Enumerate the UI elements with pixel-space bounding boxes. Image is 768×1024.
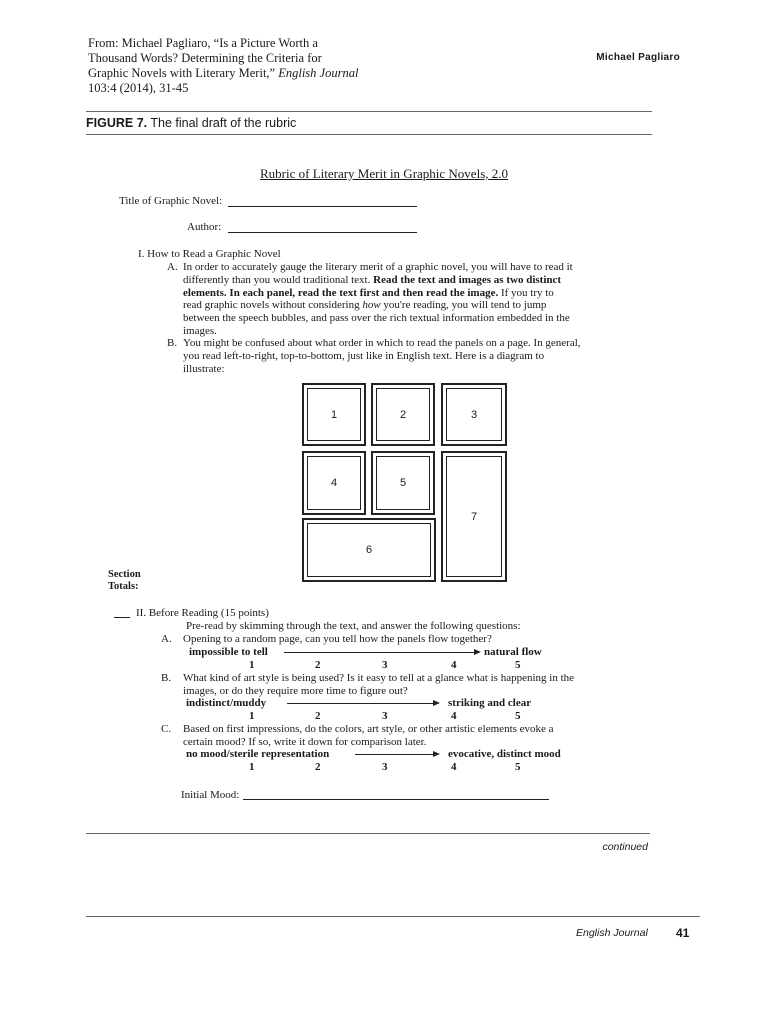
- q-a-scale-5[interactable]: 5: [515, 659, 521, 671]
- item-a-label: A.: [167, 261, 178, 273]
- q-b-scale-5[interactable]: 5: [515, 710, 521, 722]
- q-b-label: B.: [161, 672, 172, 684]
- q-a-text: Opening to a random page, can you tell how the panels flow together?: [183, 633, 492, 645]
- q-c-text: Based on first impressions, do the colors, art style, or other artistic elements evoke a certain mood? If so, write it down for comparison later.: [183, 723, 554, 748]
- figure-caption-text: The final draft of the rubric: [150, 116, 297, 130]
- panel-3: 3: [441, 383, 507, 446]
- title-field-line[interactable]: [228, 206, 417, 207]
- q-b-scale-1[interactable]: 1: [249, 710, 255, 722]
- page-number: 41: [676, 926, 690, 940]
- panel-2: 2: [371, 383, 435, 446]
- q-a-label: A.: [161, 633, 172, 645]
- source-line-1: From: Michael Pagliaro, “Is a Picture Worth a: [88, 36, 318, 50]
- q-c-scale-4[interactable]: 4: [451, 761, 457, 773]
- caption-rule: [86, 134, 652, 135]
- q-c-scale-3[interactable]: 3: [382, 761, 388, 773]
- q-a-scale-1[interactable]: 1: [249, 659, 255, 671]
- q-b-scale-3[interactable]: 3: [382, 710, 388, 722]
- q-b-arrow-head: [433, 700, 440, 706]
- q-b-high-label: striking and clear: [448, 697, 532, 709]
- running-head-author: Michael Pagliaro: [596, 52, 680, 63]
- q-a-scale-2[interactable]: 2: [315, 659, 321, 671]
- section-1-heading: I. How to Read a Graphic Novel: [138, 248, 281, 260]
- source-citation: [88, 36, 408, 96]
- panel-5: 5: [371, 451, 435, 515]
- panel-diagram: [302, 383, 508, 583]
- q-c-low-label: no mood/sterile representation: [186, 748, 330, 760]
- author-field-label: Author:: [187, 221, 222, 233]
- section-2-intro: Pre-read by skimming through the text, and answer the following questions:: [186, 620, 521, 632]
- footer-journal: English Journal: [576, 927, 648, 939]
- q-a-high-label: natural flow: [484, 646, 542, 658]
- q-b-scale-2[interactable]: 2: [315, 710, 321, 722]
- panel-1: 1: [302, 383, 366, 446]
- author-field-line[interactable]: [228, 232, 417, 233]
- footer-rule: [86, 916, 700, 917]
- section-2-heading: II. Before Reading (15 points): [136, 607, 269, 619]
- q-c-scale-1[interactable]: 1: [249, 761, 255, 773]
- q-b-scale-4[interactable]: 4: [451, 710, 457, 722]
- item-b-label: B.: [167, 337, 178, 349]
- top-rule: [86, 111, 652, 112]
- section-2-score-blank[interactable]: [114, 617, 130, 618]
- panel-6: 6: [302, 518, 436, 582]
- section-totals-label: Section Totals:: [108, 569, 141, 592]
- source-line-4: 103:4 (2014), 31-45: [88, 81, 189, 95]
- panel-4: 4: [302, 451, 366, 515]
- q-c-high-label: evocative, distinct mood: [448, 748, 561, 760]
- figure-caption: [86, 116, 296, 130]
- source-line-3: Graphic Novels with Literary Merit,” English Journal: [88, 66, 359, 80]
- source-line-2: Thousand Words? Determining the Criteria for: [88, 51, 322, 65]
- rubric-title: Rubric of Literary Merit in Graphic Novels, 2.0: [259, 166, 508, 181]
- q-c-label: C.: [161, 723, 172, 735]
- item-a-text: In order to accurately gauge the literary merit of a graphic novel, you will have to read it differently than you would traditional text. Read the text and images as two distinct elements. In each panel, read the text first and then read the image. If you try to read graphic novels without considering how you're reading, you will tend to jump between the speech bubbles, and pass over the rich textual information embedded in the images.: [183, 261, 573, 337]
- continued-note: continued: [602, 841, 648, 853]
- q-b-text: What kind of art style is being used? Is it easy to tell at a glance what is happening in the images, or do they require more time to figure out?: [183, 672, 575, 697]
- bottom-rule: [86, 833, 650, 834]
- q-a-low-label: impossible to tell: [189, 646, 268, 658]
- initial-mood-line[interactable]: [243, 799, 549, 800]
- q-b-arrow-line: [287, 703, 433, 704]
- title-field-label: Title of Graphic Novel:: [119, 195, 223, 207]
- q-a-arrow-head: [474, 649, 481, 655]
- initial-mood-label: Initial Mood:: [181, 789, 240, 801]
- figure-label: FIGURE 7.: [86, 116, 148, 130]
- q-a-scale-4[interactable]: 4: [451, 659, 457, 671]
- q-b-low-label: indistinct/muddy: [186, 697, 267, 709]
- journal-name: English Journal: [278, 66, 359, 80]
- q-c-scale-2[interactable]: 2: [315, 761, 321, 773]
- q-a-scale-3[interactable]: 3: [382, 659, 388, 671]
- q-c-arrow-line: [355, 754, 433, 755]
- q-c-arrow-head: [433, 751, 440, 757]
- item-b-text: You might be confused about what order in which to read the panels on a page. In general, you read left-to-right, top-to-bottom, just like in English text. Here is a diagram to illustrate:: [183, 337, 581, 375]
- panel-7: 7: [441, 451, 507, 582]
- q-a-arrow-line: [284, 652, 474, 653]
- q-c-scale-5[interactable]: 5: [515, 761, 521, 773]
